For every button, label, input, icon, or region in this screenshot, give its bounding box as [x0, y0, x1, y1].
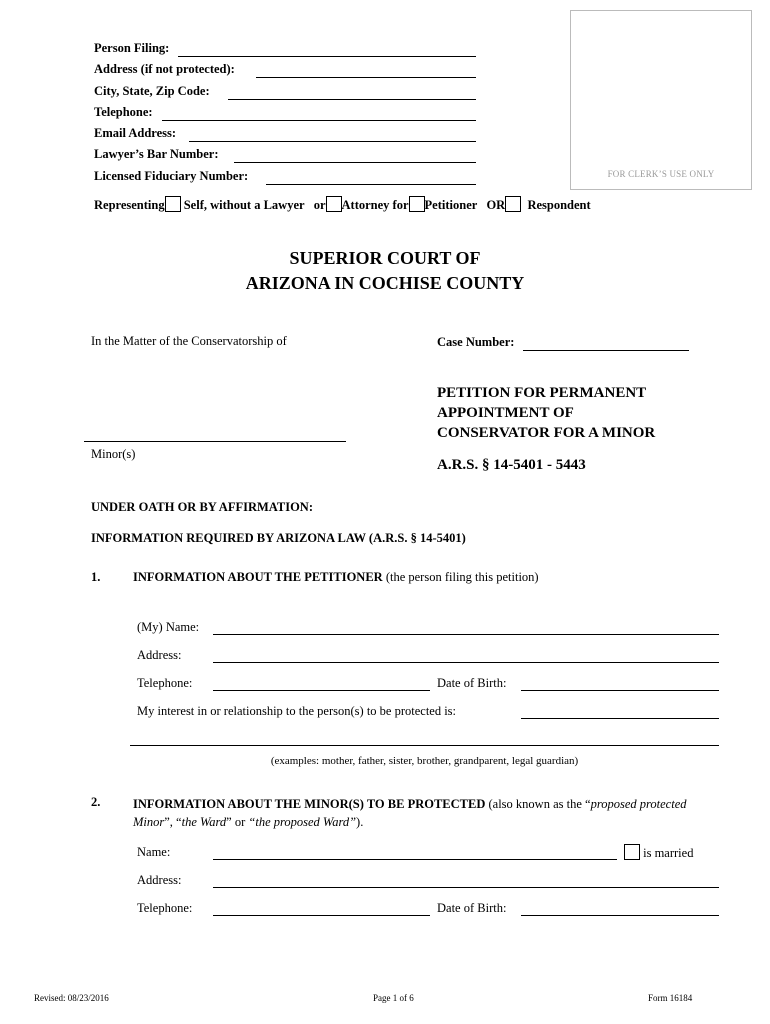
- telephone-field[interactable]: [162, 120, 476, 121]
- petitioner-dob-field[interactable]: [521, 690, 719, 691]
- proposed-ward-term: “the proposed Ward”: [248, 815, 357, 829]
- petitioner-dob-label: Date of Birth:: [437, 676, 507, 690]
- respondent-label: Respondent: [527, 198, 591, 212]
- email-label: Email Address:: [94, 126, 177, 140]
- petitioner-name-label: (My) Name:: [137, 620, 200, 634]
- city-state-zip-label: City, State, Zip Code:: [94, 84, 210, 98]
- revised-date: Revised: 08/23/2016: [34, 993, 109, 1003]
- petition-title-line1: PETITION FOR PERMANENT: [437, 385, 647, 401]
- minor-name-input[interactable]: [213, 859, 617, 860]
- bar-number-label: Lawyer’s Bar Number:: [94, 147, 219, 161]
- form-number: Form 16184: [648, 993, 693, 1003]
- info-required-heading: INFORMATION REQUIRED BY ARIZONA LAW (A.R.S. § 14-5401): [91, 531, 466, 545]
- section2-heading: INFORMATION ABOUT THE MINOR(S) TO BE PROTECTED: [133, 797, 486, 811]
- representing-label: Representing: [94, 198, 165, 212]
- petitioner-label: Petitioner: [424, 198, 478, 212]
- page-number: Page 1 of 6: [373, 993, 414, 1003]
- section2-aka-open: (also known as the “: [485, 797, 591, 811]
- petition-title-line2: APPOINTMENT OF: [437, 405, 574, 421]
- section2-sep2: ” or: [226, 815, 249, 829]
- minor-telephone-label: Telephone:: [137, 901, 193, 915]
- telephone-label: Telephone:: [94, 105, 153, 119]
- court-title-line1: SUPERIOR COURT OF: [289, 248, 481, 268]
- married-label: is married: [643, 846, 694, 860]
- or-label: or: [313, 198, 326, 212]
- petitioner-address-label: Address:: [137, 648, 182, 662]
- address-field[interactable]: [256, 77, 476, 78]
- petitioner-name-field[interactable]: [213, 634, 719, 635]
- petitioner-checkbox[interactable]: [409, 196, 425, 212]
- case-number-label: Case Number:: [437, 335, 515, 349]
- fiduciary-number-field[interactable]: [266, 184, 476, 185]
- minor-address-field[interactable]: [213, 887, 719, 888]
- person-filing-label: Person Filing:: [94, 41, 170, 55]
- minor-dob-label: Date of Birth:: [437, 901, 507, 915]
- fiduciary-number-label: Licensed Fiduciary Number:: [94, 169, 249, 183]
- attorney-for-label: Attorney for: [341, 198, 409, 212]
- section1-number: 1.: [91, 570, 101, 584]
- petition-title-line3: CONSERVATOR FOR A MINOR: [437, 425, 656, 441]
- minor-dob-field[interactable]: [521, 915, 719, 916]
- clerk-use-label: FOR CLERK’S USE ONLY: [607, 169, 715, 179]
- minor-address-label: Address:: [137, 873, 182, 887]
- email-field[interactable]: [189, 141, 476, 142]
- interest-field-continued[interactable]: [130, 745, 719, 746]
- self-checkbox[interactable]: [165, 196, 181, 212]
- clerk-use-box: [570, 10, 752, 190]
- ward-term: the Ward: [181, 815, 227, 829]
- section2-close: ).: [356, 815, 364, 829]
- matter-label: In the Matter of the Conservatorship of: [91, 334, 287, 348]
- or-upper-label: OR: [486, 198, 506, 212]
- self-option-label: Self, without a Lawyer: [183, 198, 305, 212]
- representing-row: [94, 196, 591, 213]
- section2-number: 2.: [91, 795, 101, 809]
- bar-number-field[interactable]: [234, 162, 476, 163]
- petitioner-address-field[interactable]: [213, 662, 719, 663]
- section2-heading-row: [133, 795, 713, 831]
- minor-telephone-field[interactable]: [213, 915, 430, 916]
- statute-label: A.R.S. § 14-5401 - 5443: [437, 457, 586, 473]
- interest-field[interactable]: [521, 718, 719, 719]
- minors-label: Minor(s): [91, 447, 136, 461]
- petition-title: [437, 383, 655, 443]
- section2-sep1: ”, “: [164, 815, 182, 829]
- section1-heading-row: [133, 570, 539, 585]
- attorney-checkbox[interactable]: [326, 196, 342, 212]
- interest-label: My interest in or relationship to the person(s) to be protected is:: [137, 704, 457, 718]
- city-state-zip-field[interactable]: [228, 99, 476, 100]
- address-label: Address (if not protected):: [94, 62, 235, 76]
- person-filing-field[interactable]: [178, 56, 476, 57]
- respondent-checkbox[interactable]: [505, 196, 521, 212]
- petitioner-telephone-label: Telephone:: [137, 676, 193, 690]
- minor-name-label: Name:: [137, 845, 171, 859]
- section1-heading-note: (the person filing this petition): [382, 570, 539, 584]
- proposed-minor-term: proposed protected Minor: [133, 797, 687, 829]
- case-number-field[interactable]: [523, 350, 689, 351]
- court-title-line2: ARIZONA IN COCHISE COUNTY: [245, 273, 525, 293]
- married-row: [624, 844, 693, 861]
- minor-name-field[interactable]: [84, 441, 346, 442]
- section1-heading: INFORMATION ABOUT THE PETITIONER: [133, 570, 383, 584]
- petitioner-telephone-field[interactable]: [213, 690, 430, 691]
- married-checkbox[interactable]: [624, 844, 640, 860]
- interest-examples: (examples: mother, father, sister, brother, grandparent, legal guardian): [270, 755, 579, 767]
- oath-heading: UNDER OATH OR BY AFFIRMATION:: [91, 500, 313, 514]
